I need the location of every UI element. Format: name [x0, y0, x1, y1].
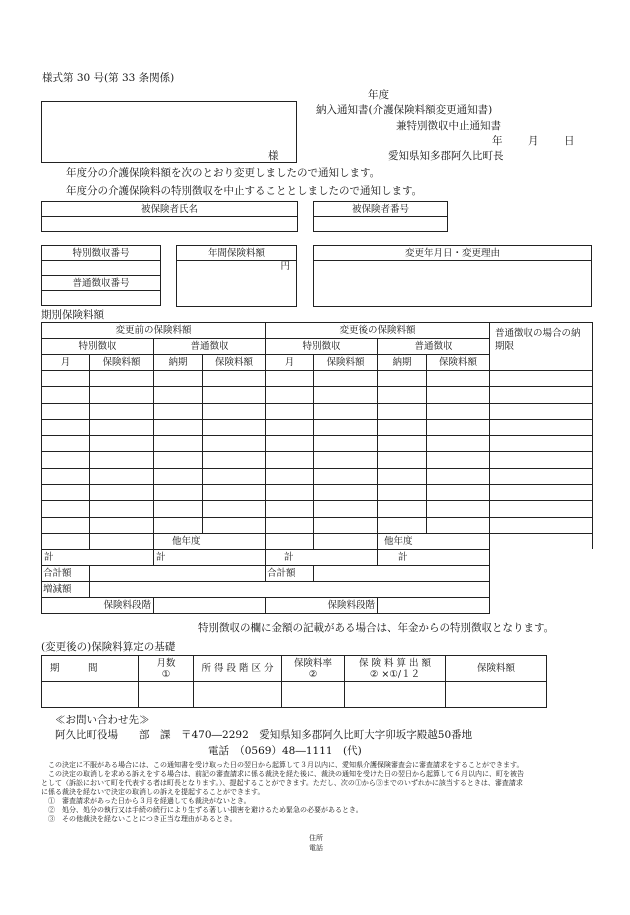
basis-calc-formula: ② ×①/１２: [369, 668, 421, 680]
stage-before-value: [154, 597, 266, 613]
issuer: 愛知県知多郡阿久比町長: [388, 150, 504, 162]
basis-value: [42, 682, 139, 708]
period-cell: [266, 517, 314, 533]
basis-value: [345, 682, 446, 708]
period-cell: [490, 501, 593, 517]
basis-value: [194, 682, 282, 708]
cell: [490, 549, 593, 565]
period-cell: [42, 387, 90, 403]
basis-calc-cell: [345, 656, 446, 682]
basis-rate: 保険料率: [293, 657, 332, 669]
period-cell: [314, 419, 378, 435]
basis-table: [41, 655, 547, 708]
period-cell: [154, 403, 203, 419]
notice-line-2: 年度分の介護保険料の特別徴収を中止することとしましたので通知します。: [66, 185, 423, 197]
basis-months: 月数: [156, 657, 176, 669]
period-cell: [427, 468, 490, 484]
col-period: 納期: [154, 355, 203, 371]
change-reason-label: 変更年月日・変更理由: [314, 246, 592, 261]
title-sub: 兼特別徴収中止通知書: [396, 120, 501, 132]
date-year: 年: [492, 135, 503, 147]
total-after-value: [314, 565, 490, 581]
stage-after-value: [378, 597, 490, 613]
period-cell: [266, 403, 314, 419]
subtotal-after-special: 計: [266, 549, 378, 565]
col-amount: 保険料額: [314, 355, 378, 371]
title-main: 納入通知書(介護保険料額変更通知書): [316, 104, 493, 116]
change-reason-value: [314, 261, 592, 307]
period-cell: [314, 387, 378, 403]
basis-months-mark: ①: [161, 668, 171, 680]
basis-calc: 保 険 料 算 出 額: [358, 657, 432, 669]
cell: [266, 533, 314, 549]
period-cell: [203, 387, 266, 403]
subtotal-before-special: 計: [42, 549, 154, 565]
basis-stage: 所 得 段 階 区 分: [194, 656, 282, 682]
period-cell: [490, 436, 593, 452]
period-cell: [42, 485, 90, 501]
period-cell: [314, 436, 378, 452]
period-cell: [378, 371, 427, 387]
period-cell: [154, 468, 203, 484]
col-month: 月: [42, 355, 90, 371]
cell: [90, 533, 154, 549]
legal-p2c: に係る裁決を経ないで決定の取消しの訴えを提起することができます。: [41, 788, 265, 796]
deadline-header: 普通徴収の場合の納期限: [490, 323, 593, 371]
cell: [490, 597, 593, 613]
date-day: 日: [564, 135, 575, 147]
period-cell: [90, 501, 154, 517]
period-cell: [203, 436, 266, 452]
period-cell: [266, 371, 314, 387]
period-cell: [203, 517, 266, 533]
period-cell: [203, 371, 266, 387]
period-cell: [42, 517, 90, 533]
special-collection-note: 特別徴収の欄に金額の記載がある場合は、年金からの特別徴収となります。: [198, 622, 555, 634]
annual-premium-table: [176, 245, 297, 307]
period-cell: [314, 517, 378, 533]
period-cell: [266, 501, 314, 517]
period-cell: [314, 403, 378, 419]
total-before-value: [90, 565, 266, 581]
period-cell: [378, 403, 427, 419]
period-cell: [203, 485, 266, 501]
cell: [490, 581, 593, 597]
legal-p1: この決定に不服がある場合には、この通知書を受け取った日の翌日から起算して３月以内に、愛知県介護保険審査会に審査請求をすることができます。: [48, 761, 524, 769]
period-cell: [42, 371, 90, 387]
after-normal-header: 普通徴収: [378, 339, 490, 355]
period-cell: [154, 436, 203, 452]
basis-rate-mark: ②: [308, 668, 318, 680]
period-cell: [42, 403, 90, 419]
period-cell: [266, 436, 314, 452]
basis-title: (変更後の)保険料算定の基礎: [41, 641, 176, 653]
contact-office: 阿久比町役場 部 課 〒470―2292 愛知県知多郡阿久比町大字卯坂字殿越50番地: [55, 729, 473, 741]
diff-label: 増減額: [42, 581, 90, 597]
period-cell: [42, 468, 90, 484]
period-cell: [90, 517, 154, 533]
period-cell: [42, 419, 90, 435]
period-cell: [427, 387, 490, 403]
notice-line-1: 年度分の介護保険料額を次のとおり変更しましたので通知します。: [66, 167, 381, 179]
legal-item-3: ③ その他裁決を経ないことにつき正当な理由があるとき。: [48, 815, 237, 823]
col-period: 納期: [378, 355, 427, 371]
period-cell: [490, 452, 593, 468]
cell: [490, 565, 593, 581]
collection-number-table: [41, 245, 161, 306]
period-cell: [378, 517, 427, 533]
annual-premium-label: 年間保険料額: [177, 246, 297, 261]
contact-phone: 電話 （0569）48―1111 (代): [208, 745, 362, 757]
period-cell: [427, 436, 490, 452]
period-cell: [42, 501, 90, 517]
legal-p2a: この決定の取消しを求める訴えをする場合は、前記の審査請求に係る裁決を経た後に、裁決の通知を受けた日の翌日から起算して６月以内に、町を被告: [48, 770, 524, 778]
period-cell: [154, 452, 203, 468]
form-number: 様式第 30 号(第 33 条関係): [42, 72, 175, 84]
period-cell: [266, 419, 314, 435]
total-after-label: 合計額: [266, 565, 314, 581]
period-cell: [266, 485, 314, 501]
insured-number-value: [314, 217, 448, 232]
legal-item-2: ② 処分、処分の執行又は手続の続行により生ずる著しい損害を避けるため緊急の必要があるとき。: [48, 806, 363, 814]
period-cell: [427, 452, 490, 468]
period-cell: [314, 371, 378, 387]
period-cell: [378, 387, 427, 403]
period-cell: [378, 452, 427, 468]
period-cell: [314, 468, 378, 484]
other-year-after: 他年度: [378, 533, 490, 549]
period-cell: [266, 452, 314, 468]
period-premium-table: [41, 322, 593, 614]
period-cell: [427, 403, 490, 419]
diff-value: [90, 581, 490, 597]
period-cell: [427, 501, 490, 517]
period-cell: [90, 419, 154, 435]
col-amount: 保険料額: [427, 355, 490, 371]
legal-item-1: ① 審査請求があった日から３月を経過しても裁決がないとき。: [48, 797, 251, 805]
period-cell: [154, 387, 203, 403]
period-cell: [42, 452, 90, 468]
period-cell: [314, 452, 378, 468]
basis-value: [139, 682, 194, 708]
date-month: 月: [528, 135, 539, 147]
period-cell: [90, 371, 154, 387]
total-before-label: 合計額: [42, 565, 90, 581]
period-cell: [490, 371, 593, 387]
period-cell: [154, 517, 203, 533]
change-reason-table: [313, 245, 592, 307]
basis-months-cell: [139, 656, 194, 682]
period-cell: [378, 419, 427, 435]
period-cell: [203, 419, 266, 435]
period-cell: [314, 501, 378, 517]
cell: [42, 533, 90, 549]
period-cell: [378, 501, 427, 517]
basis-value: [446, 682, 547, 708]
period-cell: [90, 468, 154, 484]
honorific: 様: [268, 150, 279, 162]
period-cell: [427, 485, 490, 501]
col-month: 月: [266, 355, 314, 371]
period-cell: [90, 485, 154, 501]
year-label: 年度: [368, 89, 389, 101]
period-cell: [266, 387, 314, 403]
period-cell: [490, 387, 593, 403]
period-cell: [378, 436, 427, 452]
period-section-title: 期別保険料額: [41, 309, 104, 321]
cell: [490, 533, 593, 549]
after-header: 変更後の保険料額: [266, 323, 490, 339]
period-cell: [203, 452, 266, 468]
col-amount: 保険料額: [203, 355, 266, 371]
normal-number-value: [42, 291, 161, 306]
insured-number-table: [313, 201, 448, 232]
period-cell: [154, 485, 203, 501]
period-cell: [154, 371, 203, 387]
col-amount: 保険料額: [90, 355, 154, 371]
period-cell: [378, 485, 427, 501]
stage-after-label: 保険料段階: [266, 597, 378, 613]
period-cell: [490, 517, 593, 533]
period-cell: [490, 485, 593, 501]
period-cell: [203, 403, 266, 419]
period-cell: [154, 501, 203, 517]
cell: [314, 533, 378, 549]
insured-name-label: 被保険者氏名: [42, 202, 298, 217]
period-cell: [490, 468, 593, 484]
basis-rate-cell: [282, 656, 345, 682]
annual-premium-value: [177, 261, 297, 307]
after-special-header: 特別徴収: [266, 339, 378, 355]
other-year-before: 他年度: [154, 533, 266, 549]
period-cell: [490, 419, 593, 435]
insured-name-value: [42, 217, 298, 232]
before-special-header: 特別徴収: [42, 339, 154, 355]
basis-premium: 保険料額: [446, 656, 547, 682]
period-cell: [90, 452, 154, 468]
period-cell: [314, 485, 378, 501]
special-number-label: 特別徴収番号: [42, 246, 161, 261]
basis-value: [282, 682, 345, 708]
basis-period: 期 間: [42, 656, 139, 682]
yen-unit: 円: [280, 261, 290, 272]
footer-address: 住所: [309, 834, 323, 842]
footer-phone: 電話: [309, 844, 323, 852]
period-cell: [90, 436, 154, 452]
before-header: 変更前の保険料額: [42, 323, 266, 339]
period-cell: [427, 371, 490, 387]
period-cell: [427, 517, 490, 533]
address-box: [41, 101, 297, 163]
period-cell: [427, 419, 490, 435]
period-cell: [378, 468, 427, 484]
insured-name-table: [41, 201, 298, 232]
subtotal-before-normal: 計: [154, 549, 266, 565]
legal-p2b: として（訴訟において町を代表する者は町長となります。）、提起することができます。ただし、次の①から③までのいずれかに該当するときは、審査請求: [41, 779, 523, 787]
stage-before-label: 保険料段階: [42, 597, 154, 613]
before-normal-header: 普通徴収: [154, 339, 266, 355]
period-cell: [90, 403, 154, 419]
period-cell: [203, 468, 266, 484]
period-cell: [42, 436, 90, 452]
insured-number-label: 被保険者番号: [314, 202, 448, 217]
period-cell: [203, 501, 266, 517]
contact-title: ≪お問い合わせ先≫: [55, 714, 150, 726]
period-cell: [490, 403, 593, 419]
period-cell: [154, 419, 203, 435]
special-number-value: [42, 261, 161, 276]
period-cell: [266, 468, 314, 484]
subtotal-after-normal: 計: [378, 549, 490, 565]
normal-number-label: 普通徴収番号: [42, 276, 161, 291]
period-cell: [90, 387, 154, 403]
